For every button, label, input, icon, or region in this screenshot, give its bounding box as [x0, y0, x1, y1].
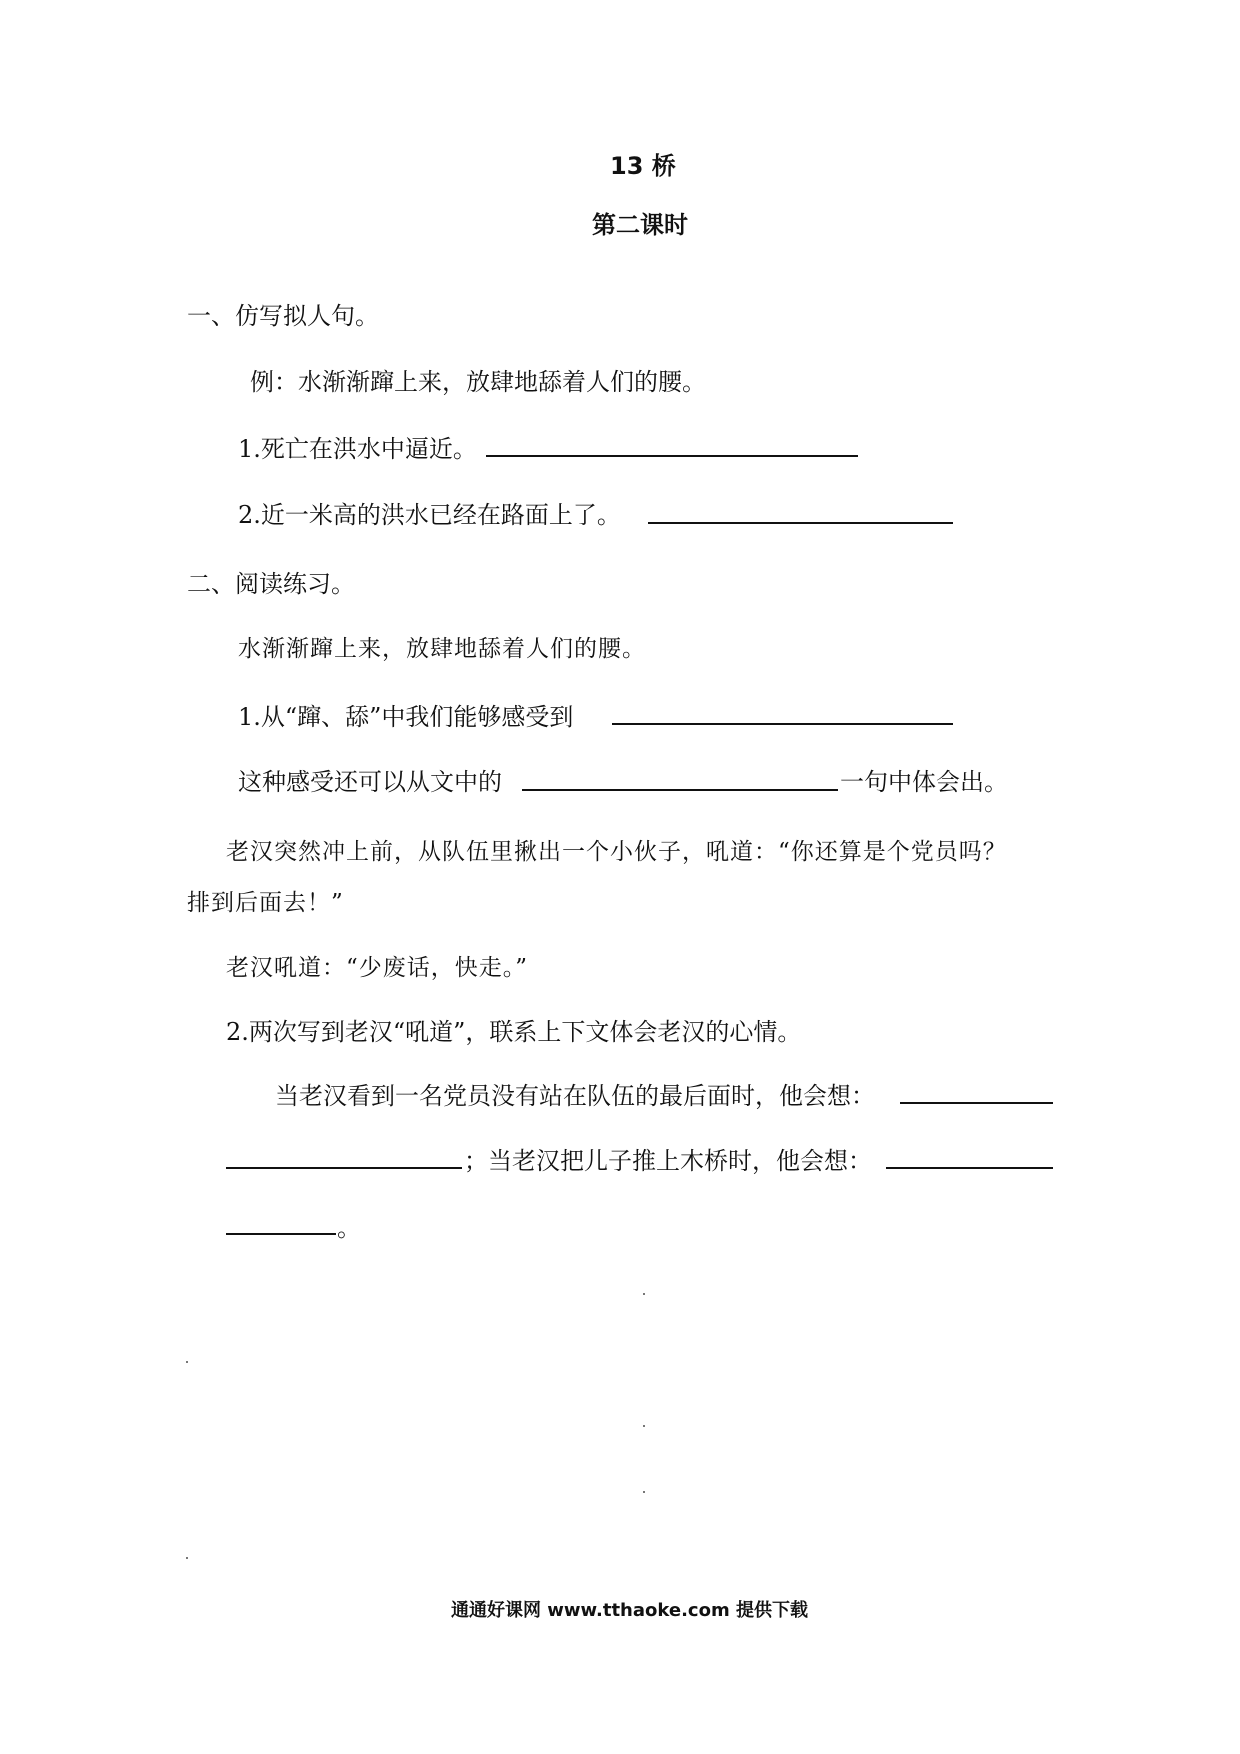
page-subtitle: 第二课时 — [592, 211, 688, 239]
section1-question-2: 2.近一米高的洪水已经在路面上了。 — [238, 501, 621, 529]
answer-blank[interactable] — [886, 1167, 1053, 1169]
scan-speck — [186, 1361, 188, 1363]
section2-question-2-line2: ；当老汉把儿子推上木桥时，他会想： — [464, 1147, 872, 1175]
reading-quote-2-line1: 老汉突然冲上前，从队伍里揪出一个小伙子，吼道：“你还算是个党员吗？ — [226, 839, 1007, 865]
section2-question-2-line3-end: 。 — [337, 1214, 361, 1242]
answer-blank[interactable] — [522, 789, 838, 791]
section2-question-2: 2.两次写到老汉“吼道”，联系上下文体会老汉的心情。 — [226, 1018, 802, 1046]
reading-quote-3: 老汉吼道：“少废话，快走。” — [226, 955, 529, 981]
section1-example: 例：水渐渐蹿上来，放肆地舔着人们的腰。 — [250, 368, 706, 396]
scan-speck — [643, 1425, 645, 1427]
section2-question-1-line2-post: 一句中体会出。 — [840, 768, 1008, 796]
reading-quote-1: 水渐渐蹿上来，放肆地舔着人们的腰。 — [238, 636, 646, 662]
scan-speck — [643, 1491, 645, 1493]
scan-speck — [186, 1557, 188, 1559]
footer-source: 通通好课网 www.tthaoke.com 提供下载 — [451, 1600, 808, 1621]
answer-blank[interactable] — [226, 1233, 336, 1235]
section2-question-2-line1: 当老汉看到一名党员没有站在队伍的最后面时，他会想： — [275, 1082, 875, 1110]
section2-heading: 二、阅读练习。 — [187, 570, 355, 598]
answer-blank[interactable] — [900, 1102, 1053, 1104]
page-title: 13 桥 — [610, 152, 676, 180]
section1-question-1: 1.死亡在洪水中逼近。 — [238, 435, 477, 463]
answer-blank[interactable] — [226, 1167, 462, 1169]
scan-speck — [643, 1293, 645, 1295]
reading-quote-2-line2: 排到后面去！” — [187, 890, 344, 916]
answer-blank[interactable] — [648, 522, 953, 524]
answer-blank[interactable] — [612, 723, 953, 725]
answer-blank[interactable] — [486, 455, 858, 457]
section2-question-1-line2-pre: 这种感受还可以从文中的 — [238, 768, 502, 796]
section2-question-1: 1.从“蹿、舔”中我们能够感受到 — [238, 703, 574, 731]
section1-heading: 一、仿写拟人句。 — [187, 302, 379, 330]
